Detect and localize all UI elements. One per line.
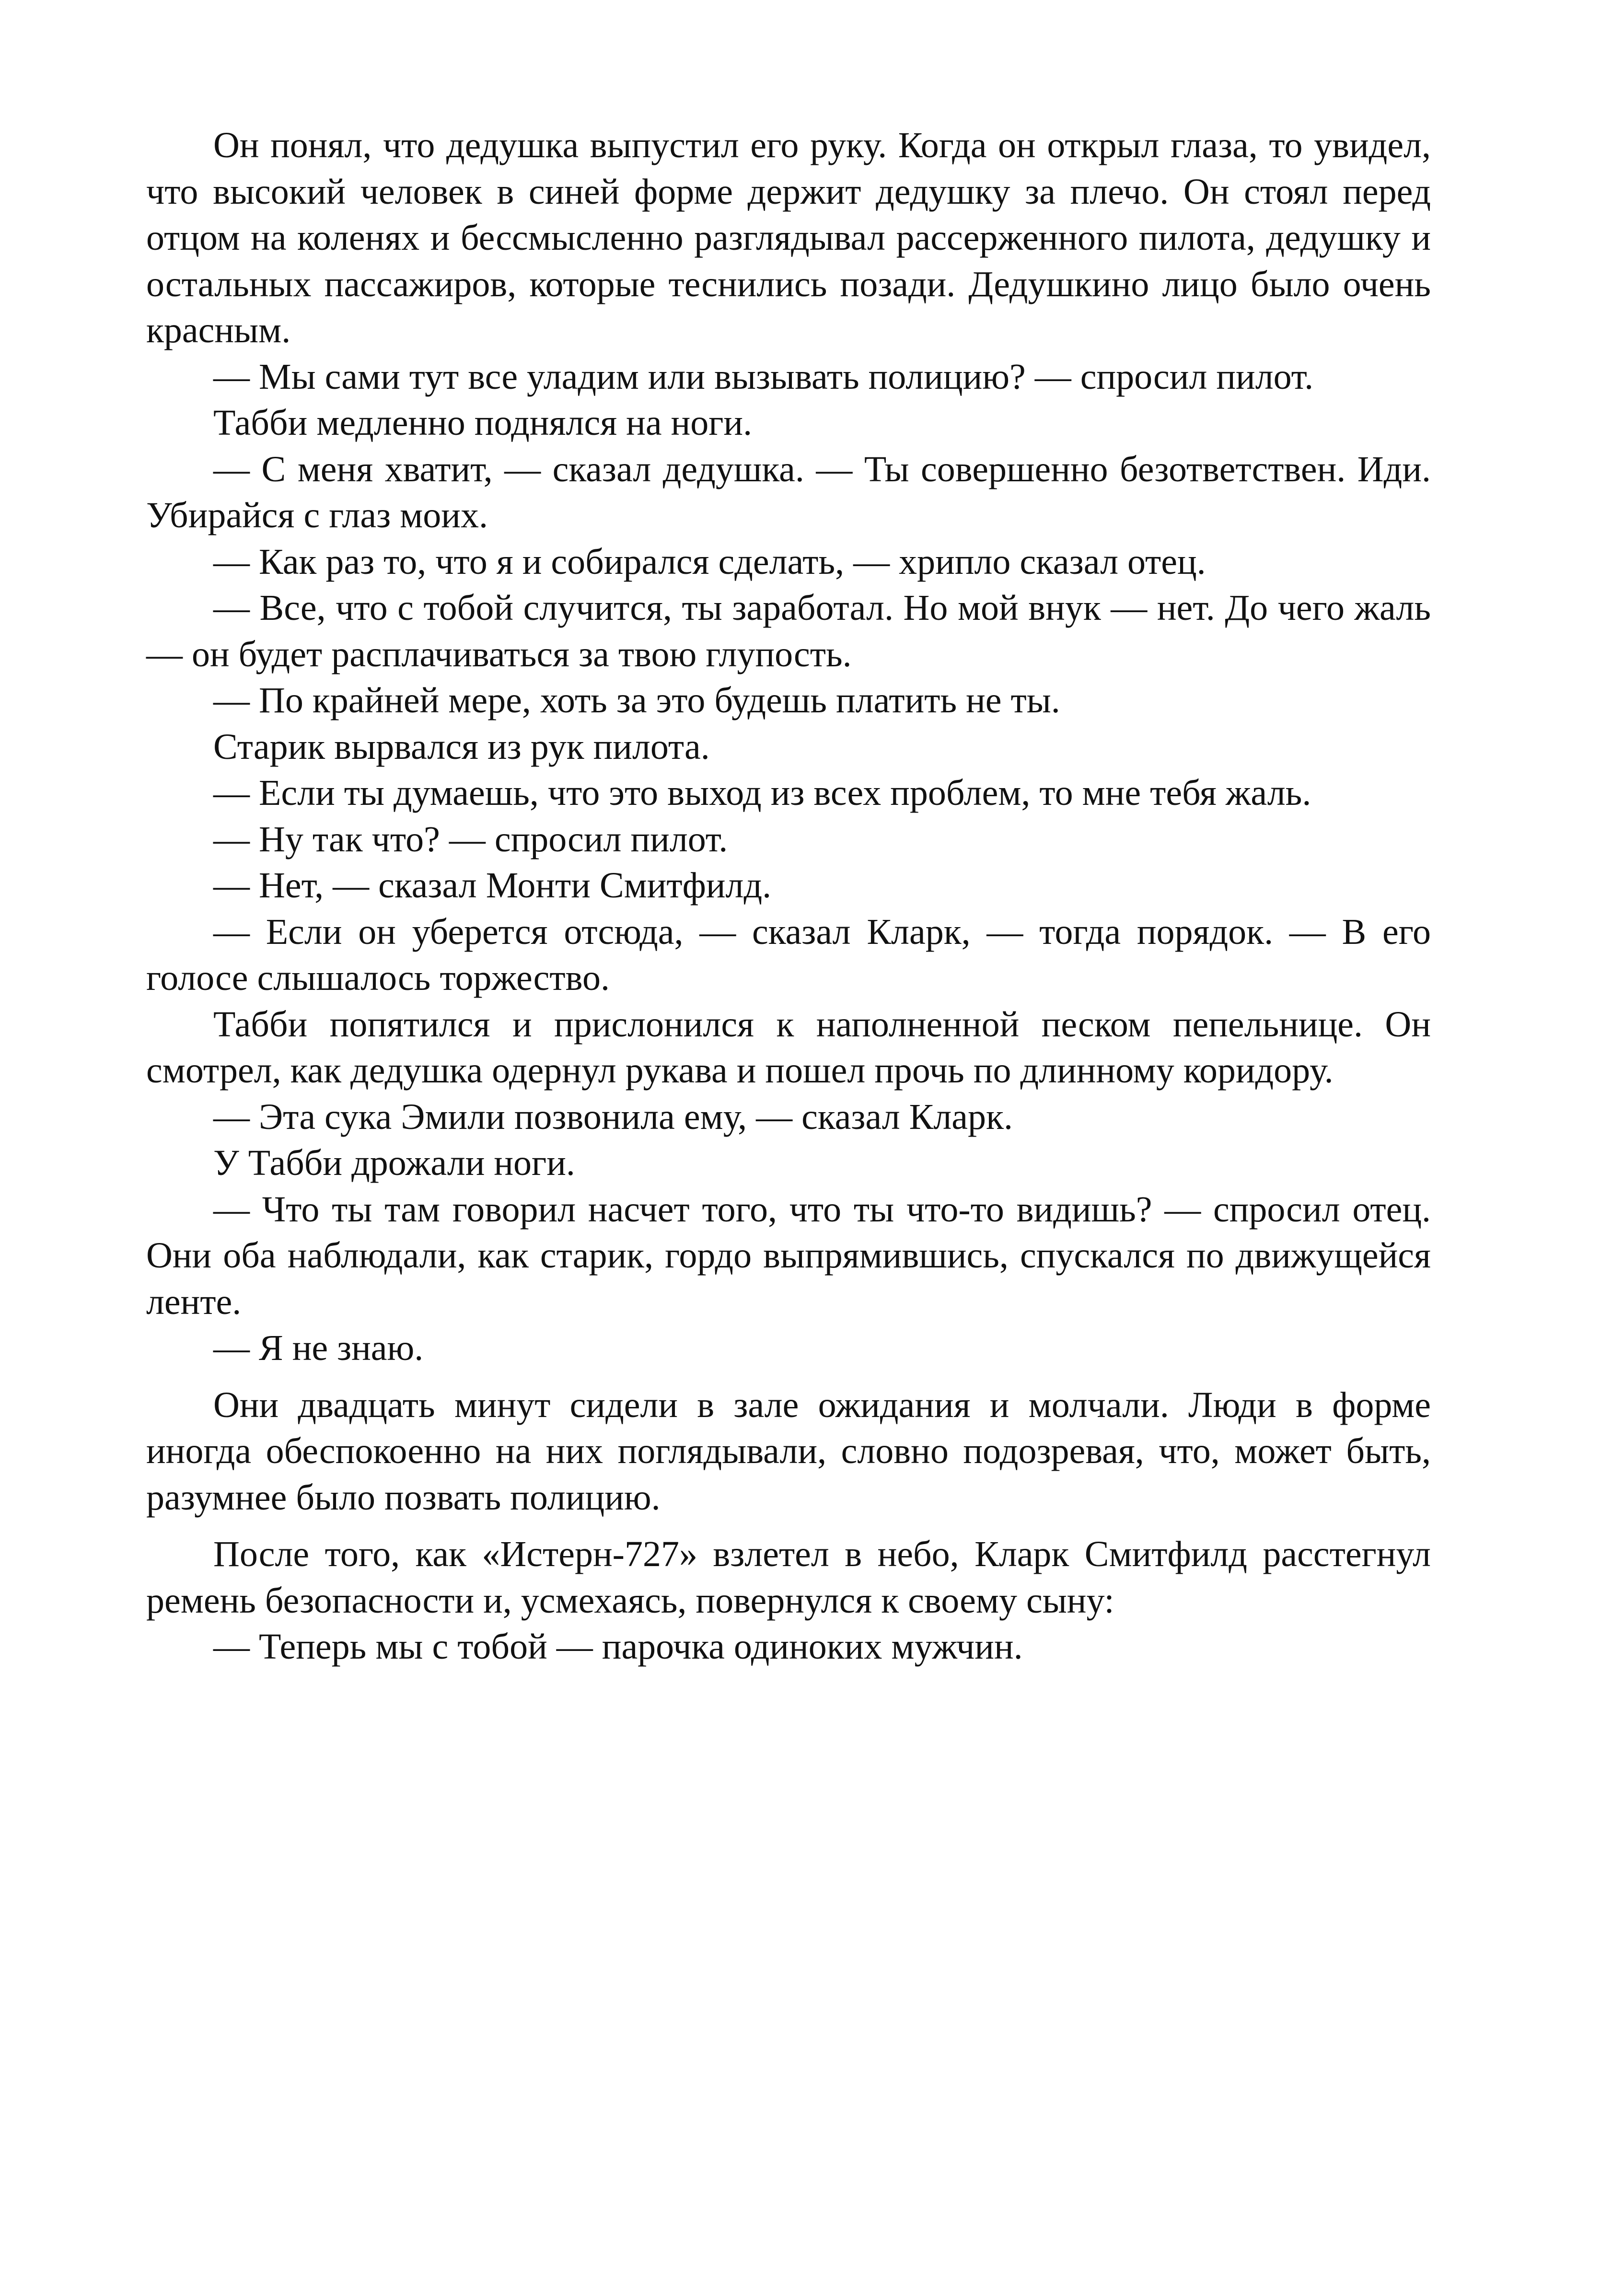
- paragraph-13: Табби попятился и прислонился к наполненной песком пепельнице. Он смотрел, как дедушка одернул рукава и пошел прочь по длинному коридору.: [146, 1004, 1431, 1091]
- paragraph-16: — Что ты там говорил насчет того, что ты что-то видишь? — спросил отец. Они оба наблюдали, как старик, гордо выпрямившись, спускался по движущейся ленте.: [146, 1189, 1431, 1322]
- paragraph-19: После того, как «Истерн-727» взлетел в небо, Кларк Смитфилд расстегнул ремень безопасности и, усмехаясь, повернулся к своему сыну:: [146, 1534, 1431, 1621]
- paragraph-4: — С меня хватит, — сказал дедушка. — Ты совершенно безответствен. Иди. Убирайся с глаз моих.: [146, 449, 1431, 535]
- paragraph-5: — Как раз то, что я и собирался сделать, — хрипло сказал отец.: [213, 541, 1206, 582]
- paragraph-14: — Эта сука Эмили позвонила ему, — сказал Кларк.: [213, 1096, 1013, 1137]
- paragraph-7: — По крайней мере, хоть за это будешь платить не ты.: [213, 680, 1060, 720]
- paragraph-9: — Если ты думаешь, что это выход из всех проблем, то мне тебя жаль.: [213, 773, 1311, 813]
- paragraph-12: — Если он уберется отсюда, — сказал Кларк, — тогда порядок. — В его голосе слышалось торжество.: [146, 911, 1431, 998]
- paragraph-15: У Табби дрожали ноги.: [213, 1143, 575, 1183]
- book-page: [146, 122, 1431, 1670]
- paragraph-10: — Ну так что? — спросил пилот.: [213, 819, 728, 860]
- paragraph-11: — Нет, — сказал Монти Смитфилд.: [213, 865, 772, 906]
- paragraph-17: — Я не знаю.: [213, 1328, 424, 1368]
- paragraph-6: — Все, что с тобой случится, ты заработал. Но мой внук — нет. До чего жаль — он будет расплачиваться за твою глупость.: [146, 588, 1431, 674]
- paragraph-18: Они двадцать минут сидели в зале ожидания и молчали. Люди в форме иногда обеспокоенно на них поглядывали, словно подозревая, что, может быть, разумнее было позвать полицию.: [146, 1384, 1431, 1518]
- paragraph-1: Он понял, что дедушка выпустил его руку. Когда он открыл глаза, то увидел, что высокий человек в синей форме держит дедушку за плечо. Он стоял перед отцом на коленях и бессмысленно разглядывал рассерженного пилота, дедушку и остальных пассажиров, которые теснились позади. Дедушкино лицо было очень красным.: [146, 125, 1431, 350]
- paragraph-3: Табби медленно поднялся на ноги.: [213, 403, 753, 443]
- paragraph-2: — Мы сами тут все уладим или вызывать полицию? — спросил пилот.: [213, 356, 1314, 397]
- paragraph-20: — Теперь мы с тобой — парочка одиноких мужчин.: [213, 1627, 1023, 1667]
- paragraph-8: Старик вырвался из рук пилота.: [213, 726, 710, 767]
